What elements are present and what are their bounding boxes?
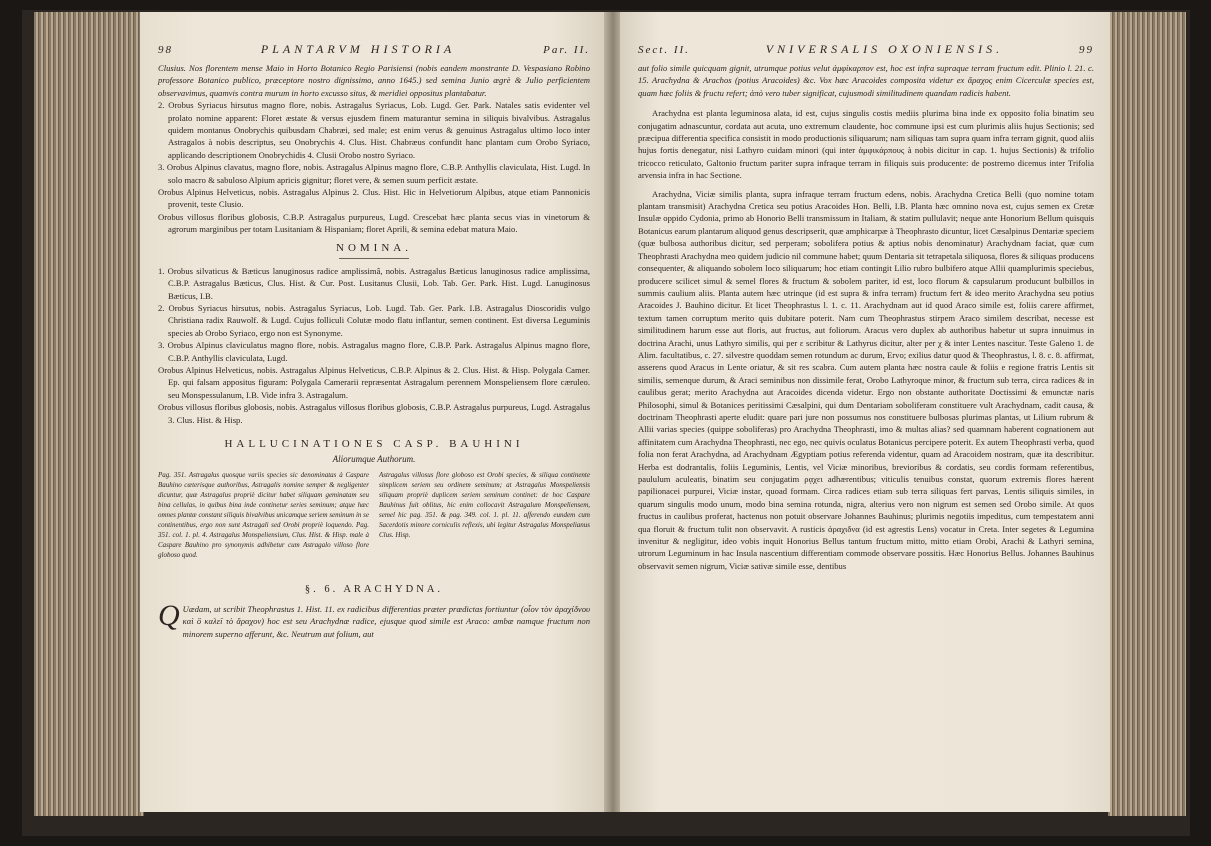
left-page [140,12,606,812]
hallucinationes-subtitle: Aliorumque Authorum. [332,453,416,464]
list-item: 2. Orobus Syriacus hirsutus magno flore, nobis. Astragalus Syriacus, Lob. Lugd. Ger. Park. Natales satis evidenter vel prolato nomine apparent: Floret æstate & versus ejusdem finem maturantur semina in siliquis bivalvibus. Astragalus quidem montanus Onobrychis quibusdam Chabræi, sed male; est enim verus & genuinus Astragalus ultimo loco inter Astragalos à nobis descriptus, seu Onobrychis 4. Clus. Hist. Chabræus confundit hanc plantam cum Orobo Syriaco, applicando descriptionem Onobrychidis 4. Clusii Orobo nostro Syriaco. [158,100,590,160]
section-title-arachydna: §. 6. ARACHYDNA. [304,583,444,595]
hallucinationes-col-2: Astragalus villosus flore globoso est Orobi species, & siliqua continente simplicem seriem seu ordinem seminum; at Astragalus Monspeliensis siliquam propriè duplicem seriem seminum continet: de hoc Caspare Bauhinus fuit oblitus, hic enim collocavit Astragalum Monspeliensem, semel hic pag. 351. & pag. 349. col. 1. pl. 11. afferendo eundem cum Sacerdotis minore corniculis reflexis, ubi legitur Astragalus Monspelianus Clus. Hisp. [379,470,590,539]
page-edges-left [34,12,144,816]
divider [339,258,409,259]
right-paragraphs [638,107,1094,572]
nomina-list [158,265,590,426]
drop-cap-q: Q [158,598,180,632]
list-item: Orobus Alpinus Helveticus, nobis. Astragalus Alpinus 2. Clus. Hist. Hic in Helvetiorum Alpibus, atque etiam Pannonicis provenit, teste Clusio. [158,187,590,210]
right-running-head [638,42,1094,57]
section-text [158,598,590,640]
hallucinationes-col-1: Pag. 351. Astragalus quosque variis species sic denominatas à Caspare Bauhino cæterisque authoribus, Astragalis nomine semper & negligenter dicuntur, quæ Astragalus propriè dicitur habet siliquam geminatam seu bina cellulas, in quibus bina inde continetur series seminum; atque hæc omnes plantæ constant siliquis bivalvibus unicamque seriem seminum in se continentibus, ergo non sunt Astragali sed Orobi propriè loquendo. Pag. 351. col. 1. pl. 4. Astragalus Monspeliensium, Clus. Hist. & Hisp. male à Caspare Bauhino pro synonymis adhibetur cum Astragalo villoso flore globoso quod. [158,470,369,559]
right-page [620,12,1110,812]
left-part-label: Par. II. [543,44,590,56]
left-items-list [158,99,590,235]
nomina-item: Orobus Alpinus Helveticus, nobis. Astragalus Alpinus Helveticus, C.B.P. Alpinus & 2. Clus. Hist. & Hisp. Polygala Camer. Ep. qui falsam appositus figuram: Polygala Camerarii repræsentat Astragalum perennem Monspeliensem flore cæruleo. seu Monspessulanum, I.B. Vide infra 3. Astragalum. [158,364,590,400]
left-page-number: 98 [158,44,173,56]
nomina-item: 2. Orobus Syriacus hirsutus, nobis. Astragalus Syriacus, Lob. Lugd. Tab. Ger. Park. I.B. Astragalus Dioscoridis vulgo Christiana radix Rauwolf. & Lugd. Cujus folliculi Colutæ modo flatu inflantur, semen continent. Est diversa Leguminis species ab Orobo Syriaco, ergo non est Synonyme. [158,302,590,338]
left-top-text: Clusius. Nos florentem mense Maio in Horto Botanico Regio Parisiensi (nobis eandem monstrante D. Vespasiano Robino professore Botanico publico, præceptore nostro dignissimo, anno 1645.) sed semina Junio ægrè & Julio perficientem observavimus, quamvis contra murum in horto excusso situs, & meridiei oppositus plantabatur. [158,63,590,98]
nomina-item: 1. Orobus silvaticus & Bæticus lanuginosus radice amplissimâ, nobis. Astragalus Bæticus lanuginosus radice amplissima, C.B.P. Astragalus Bæticus, Clus. Hist. & Cur. Post. Lusitanus Clusii, Lob. Tab. Ger. Park. Hist. Lugd. Lanuginosus Bæticus, I.B. [158,265,590,301]
hallucinationes-columns [158,470,590,560]
right-body [638,62,1094,572]
spacer [638,99,1094,107]
right-page-number: 99 [1079,44,1094,56]
nomina-item: 3. Orobus Alpinus claviculatus magno flore, nobis. Astragalus magno flore, C.B.P. Park. Astragalus Alpinus magno flore, C.B.P. Anthyllis claviculata, Lugd. [158,340,590,363]
list-item: Orobus villosus floribus globosis, C.B.P. Astragalus purpureus, Lugd. Crescebat hæc planta secus vias in vinetorum & agrorum marginibus per totam Lusitaniam & Hispaniam; floret Aprili, & semina edebat matura Maio. [158,211,590,235]
paragraph: Arachydna, Viciæ similis planta, supra infraque terram fructum edens, nobis. Arachydna Cretica Belli (quo nomine totam plantam transmisit) Arachydna Cretica seu potius Aracoides Hon. Belli, I.B. Planta hæc omnino nova est, cujus semen ex Cretæ Insulæ oppido Cydonia, primo ab Honorio Belli transmissum in Italiam, & statim pullulavit; neque ante Honorium Bellum quisquis Botanicus earum plantarum aliquod genus descripserit, quæ amphicarpæ à Theophrasto dicuntur, licet Cæsalpinus Dentariæ speciem (quæ bulbosa authoribus dicitur, sed perperam; sobolifera potius & aptius nobis denominatur) Arachydnam faciat, quæ cum Theophrasti Arachydna meo quidem judicio nil commune habet; quum Dentaria sit tetrapetala siliquosa, flores & siliquas producens consequenter, & aliquando sobolem loco siliquarum; hoc etiam contingit Lilio rubro bulbifero atque Allii quamplurimis speciebus, producere scilicet simul & semel flores & fructum & sobolem pariter, id est, loco florum & capsularum producunt bulbillos in summis caulium aliis. Planta autem hæc utrinque (id est supra & infra terram) fructum fert & ideo merito Arachydna seu potius Aracoides J. Bauhino dicitur. Et licet Theophrastus l. 1. c. 11. Arachydnam aut id quod Araco simile est, foliis carere affirmet, textum tamen corruptum merito quis dubitare poterit. Nam cum Theophrastus stirpem Araco similem describat, necesse est similitudinem harum esse aut floris, aut fructus, aut foliorum. Aracus vero duplex ab authoribus habetur ut supra innuimus in doctrina Arachi, unus Lathyro similis, qui per ε scribitur & Lathyrus dicitur, alter per χ & inter Lentes nascitur. Teste Galeno 1. de Alim. facultatibus, c. 27. silvestre quoddam semen rotundum ac durum, Ervo; exilius datur quod & Theophrastus, l. 8. c. 8. affirmat, asserens quod Aracus in Lente oriatur, & sit res scabra. Cum autem planta hæc nostra caule & foliis e regione fratris Lentis sit similis, semenque durum, & Araci seminibus non dissimile ferat, Orobo Lathyroque minor, & fructum sub terra, circa radices & in caulibus gerat; merito Arachydna aut Aracoides dicenda videtur. Ergo non obstante authoritate Doctissimi & emunctæ naris Philosophi, simul & Botanices peritissimi Cæsalpini, qui dum Dentariam soboliferam constituere vult Arachydnam, cadit causa, & doctrinam Theophrasti aperte eludit: quare pari jure non possumus nos constituere bulbosas plurimas plantas, ut Lilium rubrum & Allii varias species (quippe soboliferas) pro Arachydna Theophrasti, imo & multas alias? sed quamnam haberent cognationem aut affinitatem cum Arachydna Theophrasti, nec ego, nec quivis oculatus Botanicus percipere poterit. Ex autem Theophrasti verba, quod folia non ferat Arachydna, ad Arachydnam Ægyptiam potius referenda videntur, quam ad Aracoidem nostram, quæ ita describitur. Herba est dodrantalis, foliis Leguminis, Lentis, vel Viciæ minoribus, brevioribus & cordatis, seu cordis formam referentibus, paululum aculeatis, binatim seu conjugatim ρᾳχει adhærentibus; viticulis tenuibus constat, quorum extremis flores hærent papilionacei purpurei, Viciæ instar, quoad formam. Circa radices etiam sub terra siliquas fert parvas, Lentis siliquis similes, in quarum singulis modo unum, modo bina semina rotunda, nigra, alterius vero non nigrum est semen sed Orobo simile. At quos fructus in caulibus proferat, hactenus non potuit observare Johannes Bauhinus; plurimis negotiis impeditus, cum tempestatem anni qua floruit & fructum tulit non observavit. A rusticis ἀραχιδνα (id est agrestis Lens) vocatur in Creta. Inter segetes & Legumina invenitur & negligitur, ideo vobis inquit Honorius Bellus tantum fructum mitto, mitto etiam Orobi, Arachi & Lathyri semina, utrorum Leguminum in hac Insula nascentium differentiam commode observare possitis. Hæc Honorius Bellus. Johannes Bauhinus observavit semen nigrum, Viciæ sativæ simile esse, dentibus [638,188,1094,571]
left-body [158,62,590,640]
right-running-title: VNIVERSALIS OXONIENSIS. [765,42,1004,56]
paragraph: Arachydna est planta leguminosa alata, id est, cujus singulis costis mediis plurima bina inde ex opposito folia binatim seu conjugatim adnascuntur, cordata aut acuta, uno extremum claudente, hoc commune ipsi est cum plurimis aliis hujus Sectionis; sed præcipua differentia specifica consistit in modo productionis siliquarum; nam siliquas tam supra quam infra terram gignit, quod aliis hujus fortis denegatur, nisi Lathyro cuidam minori (qui inter ἀμφικάρπους à nobis dicitur in cap. 1. hujus Sectionis) & trifolio tricocco reticulato, Galtonio fructum pariter supra infraque terram in filiquis suis producente: de postremo dicemus inter Trifolia arvensia infra in hac Sectione. [638,108,1094,181]
hallucinationes-title: HALLUCINATIONES CASP. BAUHINI [224,437,524,450]
right-section-label: Sect. II. [638,44,690,56]
list-item: 3. Orobus Alpinus clavatus, magno flore, nobis. Astragalus Alpinus magno flore, C.B.P. Anthyllis claviculata, Hist. Lugd. In solo macro & sabuloso Alpium apricis gignitur; floret vere, & semen suum perficit æstate. [158,162,590,185]
nomina-item: Orobus villosus floribus globosis, nobis. Astragalus villosus floribus globosis, C.B.P. Astragalus purpureus, Lugd. Astragalus 3. Clus. Hist. & Hisp. [158,402,590,425]
left-running-head [158,42,590,57]
right-intro: aut folio simile quicquam gignit, utrumque potius velut ἀμφίκαρπον est, hoc est infra supraque terram fructum edit. Plinio l. 21. c. 15. Arachydna & Arachos (potius Aracoides) &c. Vox hæc Aracoides composita videtur ex ἄραχος enim Cicerculæ species est, quam hæc foliis & fructu refert; ἀπὸ vero tuber significat, cujusmodi similitudinem quandam radicis habent. [638,63,1094,98]
section-text-body: Uædam, ut scribit Theophrastus 1. Hist. 11. ex radicibus differentias præter prædictas fortiuntur (οἷον τὸν ἀραχίδνου καὶ ὃ καλεῖ τὸ ἄραχον) hoc est seu Arachydnæ radice, ejusque quod simile est Araco: ambæ namque fructum non minorem superno afferunt, &c. Neutrum aut folium, aut [182,603,590,639]
nomina-title: NOMINA. [336,241,412,254]
left-running-title: PLANTARVM HISTORIA [260,42,456,56]
page-edges-right [1108,12,1186,816]
